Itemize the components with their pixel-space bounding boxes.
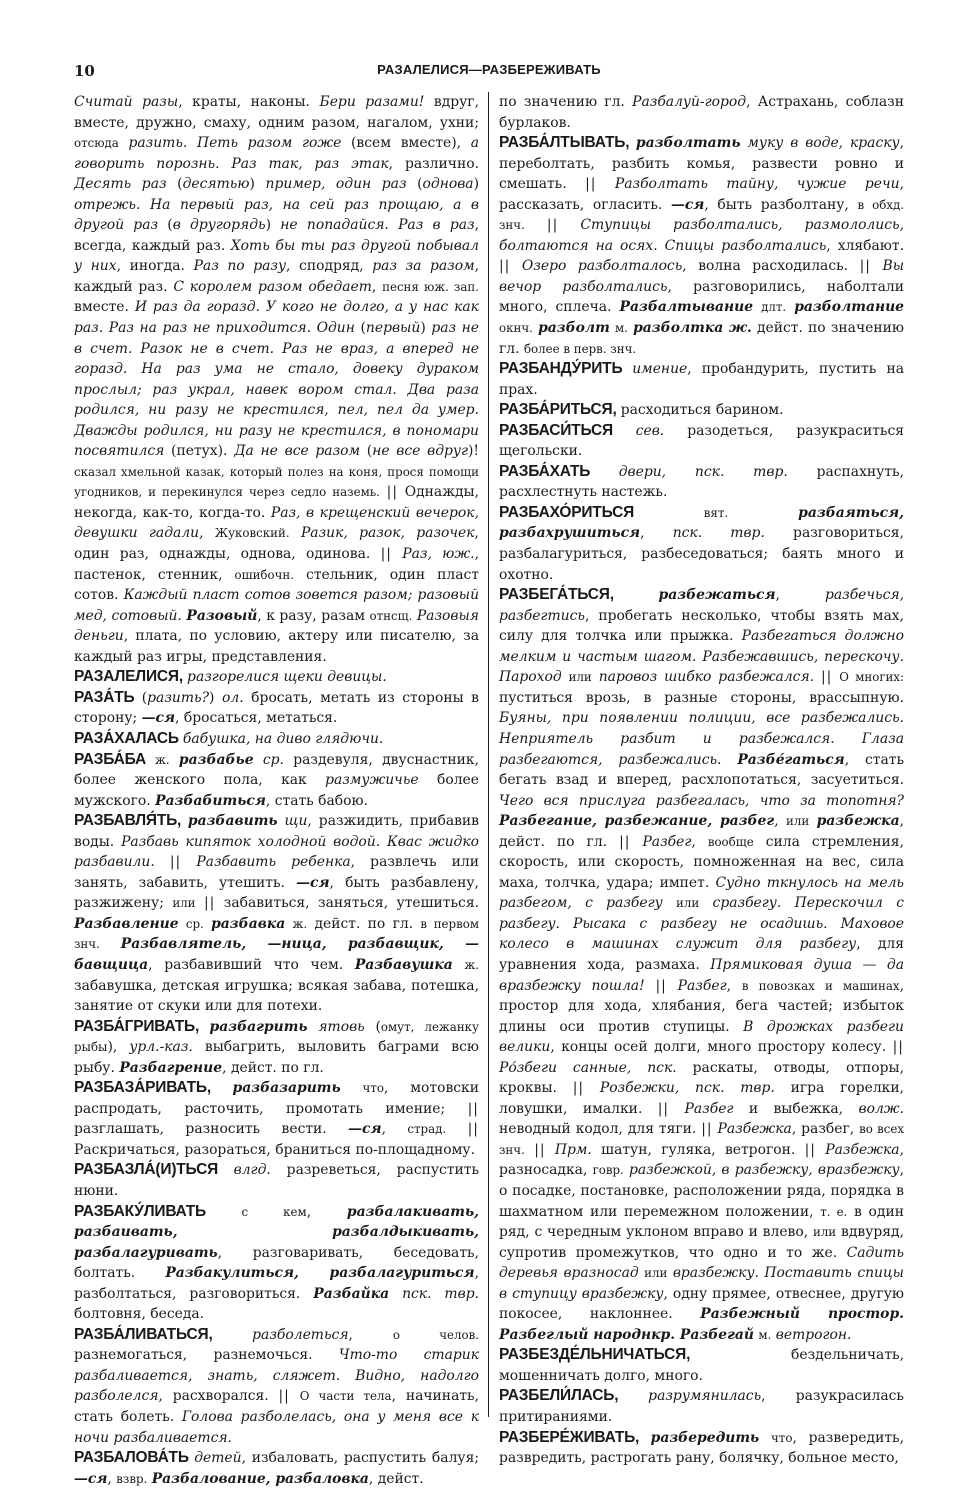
headword: РАЗБАВЛЯ́ТЬ, [74,812,182,830]
entry-body: разбагрить ятовь (омут, лежанку рыбы), урл.-каз. выбагрить, выловить баграми всю рыбу. Разбагрение, дейст. по гл. [74,1018,479,1076]
dictionary-entry [74,811,479,1016]
dictionary-entry [499,503,904,585]
headword: РАЗБЕРЕ́ЖИВАТЬ, [499,1428,640,1446]
entry-body: двери, пск. твр. распахнуть, расхлестнуть настежь. [499,463,904,501]
dictionary-entry [74,1017,479,1079]
dictionary-entry [499,1345,904,1386]
entry-body: расходиться барином. [620,402,784,419]
column-divider [488,92,489,1417]
headword: РАЗБА́ЛИВАТЬСЯ, [74,1325,213,1343]
dictionary-entry [499,585,904,1345]
entry-body: с кем, разбалакивать, разбаивать, разбалдыкивать, разбалагуривать, разговаривать, беседовать, болтать. Разбакулиться, разбалагуриться, разболтаться, разговориться. Разбайка пск. твр. болтовня, беседа. [74,1203,479,1323]
dictionary-entry [74,1160,479,1201]
page-number: 10 [74,62,95,80]
headword: РАЗАЛЕЛИСЯ, [74,668,183,686]
headword: РАЗБАСИ́ТЬСЯ [499,421,613,439]
headword: РАЗБА́ХАТЬ [499,462,591,480]
entry-body: разболтать муку в воде, краску, переболтать, разбить комья, развести ровно и смешать. || Разболтать тайну, чужие речи, рассказать, огласить. —ся, быть разболтану, в обхд. знч. || Ступицы разболтались, размололись, болтаются на осях. Спицы разболтались, хлябают. || Озеро разболталось, волна расходилась. || Вы вечор разболтались, разговорились, наболтали много, сплеча. Разбалтывание длт. разболтание окнч. разболт м. разболтка ж. дейст. по значению гл. более в перв. знч. [499,135,905,357]
dictionary-entry [499,421,904,462]
entry-body: разбавить щи, разжидить, прибавив воды. Разбавь кипяток холодной водой. Квас жидко разбавили. || Разбавить ребенка, развлечь или занять, забавить, утешить. —ся, быть разбавлену, разжижену; или || забавиться, заняться, утешиться. Разбавление ср. разбавка ж. дейст. по гл. в первом знч. Разбавлятель, —ница, разбавщик, —бавщица, разбавивший что чем. Разбавушка ж. забавушка, детская игрушка; всякая забава, потешка, занятие от скуки или для потехи. [74,813,480,1015]
headword: РАЗБАХО́РИТЬСЯ [499,503,635,521]
entry-body: разбередить что, развередить, развредить, растрогать рану, болячку, больное место, [499,1429,904,1467]
entry-continuation [499,92,904,133]
dictionary-entry [74,1202,479,1325]
entry-continuation [74,92,479,667]
dictionary-entry [499,1428,904,1469]
dictionary-entry [499,133,904,359]
headword: РАЗБА́ЛТЫВАТЬ, [499,134,630,152]
headword: РАЗБА́ГРИВАТЬ, [74,1017,200,1035]
entry-body: Считай разы, краты, наконы. Бери разами! вдруг, вместе, дружно, смаху, одним разом, нагалом, ухни; отсюда разить. Петь разом гоже (всем вместе), а говорить порознь. Раз так, раз этак, различно. Десять раз (десятью) пример, один раз (однова) отрежь. На первый раз, на сей раз прощаю, а в другой раз (в другорядь) не попадайся. Раз в раз, всегда, каждый раз. Хоть бы ты раз другой побывал у них, иногда. Раз по разу, сподряд, раз за разом, каждый раз. С королем разом обедает, песня юж. зап. вместе. И раз да горазд. У кого не долго, а у нас как раз. Раз на раз не приходится. Один (первый) раз не в счет. Разок не в счет. Раз не враз, а вперед не горазд. На раз ума не стало, довеку дураком прослыл; раз украл, навек вором стал. Два раза родился, ни разу не крестился, пел, пел да умер. Дважды родился, ни разу не крестился, в пономари посвятился (петух). Да не все разом (не все вдруг)! сказал хмельной казак, который полез на коня, прося помощи угодников, и перекинулся через седло наземь. || Однажды, некогда, как-то, когда-то. Раз, в крещенский вечерок, девушки гадали, Жуковский. Разик, разок, разочек, один раз, однажды, однова, одинова. || Раз, юж., пастенок, стенник, ошибочн. стельник, один пласт сотов. Каждый пласт сотов зовется разом; разовый мед, сотовый. Разовый, к разу, разам отнсщ. Разовыя деньги, плата, по условию, актеру или писателю, за каждый раз игры, представления. [74,94,480,665]
entry-body: (разить?) ол. бросать, метать из стороны в сторону; —ся, бросаться, метаться. [74,689,479,727]
dictionary-entry [74,1325,479,1448]
headword: РАЗА́ТЬ [74,688,135,706]
dictionary-entry [499,400,904,421]
headword: РАЗБА́РИТЬСЯ, [499,401,617,419]
entry-body: разболеться, о челов. разнемогаться, разнемочься. Что-то старик разбаливается, знать, сляжет. Видно, надолго разболелся, расхворался. || О части тела, начинать, стать болеть. Голова разболелась, она у меня все к ночи разбаливается. [74,1326,480,1446]
dictionary-entry [499,359,904,400]
headword: РАЗБЕГА́ТЬСЯ, [499,586,614,604]
entry-body: вят. разбаяться, разбахрушиться, пск. твр. разговориться, разбалагуриться, разбеседоваться; баять много и охотно. [499,504,905,583]
headword: РАЗБЕЗДЕ́ЛЬНИЧАТЬСЯ, [499,1346,691,1364]
dictionary-entry [74,667,479,688]
left-column [74,92,479,1489]
dictionary-entry [74,688,479,729]
headword: РАЗБАЗЛА́(И)ТЬСЯ [74,1161,219,1179]
headword: РАЗБАКУ́ЛИВАТЬ [74,1202,206,1220]
entry-body: детей, избаловать, распустить балуя; —ся, взвр. Разбалование, разбаловка, дейст. [74,1450,480,1487]
entry-body: по значению гл. Разбалуй-город, Астрахань, соблазн бурлаков. [499,94,905,131]
dictionary-entry [74,1448,479,1489]
page-header [74,62,904,84]
headword: РАЗБЕЛИ́ЛАСЬ, [499,1387,619,1405]
entry-body: разбазарить что, мотовски распродать, расточить, промотать имение; || разглашать, разносить вести. —ся, страд. || Раскричаться, разораться, браниться по-площадному. [74,1080,479,1158]
entry-body: бабушка, на диво глядючи. [182,730,384,747]
headword: РАЗБАЛОВА́ТЬ [74,1449,189,1467]
dictionary-entry [74,750,479,812]
dictionary-entry [499,1386,904,1427]
dictionary-entry [499,462,904,503]
entry-body: бездельничать, мошенничать долго, много. [499,1347,904,1384]
entry-body: ж. разбабье ср. раздевуля, двуснастник, более женского пола, как размужичье более мужского. Разбабиться, стать бабою. [74,751,480,809]
entry-body: сев. разодеться, разукраситься щегольски. [499,422,905,460]
entry-body: имение, пробандурить, пустить на прах. [499,361,904,398]
entry-body: разрумянилась, разукрасилась притираниями. [499,1388,904,1425]
entry-body: разбежаться, разбечься, разбегтись, пробегать несколько, чтобы взять мах, силу для толчка или прыжка. Разбегаться должно мелким и частым шагом. Разбежавшись, перескочу. Пароход или паровоз шибко разбежался. || О многих: пуститься врозь, в разные стороны, врассыпную. Буяны, при появлении полиции, все разбежались. Неприятель разбит и разбежался. Глаза разбегаются, разбежались. Разбе́гаться, стать бегать взад и вперед, расхлопотаться, засуетиться. Чего вся прислуга разбегалась, что за топотня? Разбегание, разбежание, разбег, или разбежка, дейст. по гл. || Разбег, вообще сила стремления, скорость, или скорость, помноженная на вес, сила маха, толчка, удара; импет. Судно ткнулось на мель разбегом, с разбегу или сразбегу. Перескочил с разбегу. Рысака с разбегу не осадишь. Маховое колесо в машинах служит для разбегу, для уравнения хода, размаха. Прямиковая душа — да вразбежку пошла! || Разбег, в повозках и машинах, простор для хода, хлябания, бега частей; избыток длины оси против ступицы. В дрожках разбеги велики, концы осей долги, много простору колесу. || Ро́збеги санные, пск. раскаты, отводы, отпоры, кроквы. || Розбежки, пск. твр. игра горелки, ловушки, ималки. || Разбег и выбежка, волж. неводный кодол, для тяги. || Разбежка, разбег, во всех знч. || Прм. шатун, гуляка, ветрогон. || Разбежка, разносадка, говр. разбежкой, в разбежку, вразбежку, о посадке, постановке, расположении ряда, порядка в шахматном или перемежном положении, т. е. в один ряд, с чередным уклоном вправо и влево, или вдвуряд, супротив промежутков, что одно и то же. Садить деревья вразносад или вразбежку. Поставить спицы в ступицу вразбежку, одну прямее, отвеснее, другую покосее, наклоннее. Разбежный простор. Разбеглый народнкр. Разбегай м. ветрогон. [499,587,905,1343]
running-head: РАЗАЛЕЛИСЯ—РАЗБЕРЕЖИВАТЬ [377,62,601,77]
dictionary-entry [74,1078,479,1160]
headword: РАЗБА́БА [74,750,146,768]
dictionary-entry [74,729,479,750]
right-column [499,92,904,1469]
entry-body: разгорелися щеки девицы. [187,669,387,686]
headword: РАЗБАНДУ́РИТЬ [499,360,623,378]
headword: РАЗА́ХАЛАСЬ [74,729,179,747]
entry-body: влгд. разреветься, распустить нюни. [74,1162,480,1199]
headword: РАЗБАЗА́РИВАТЬ, [74,1079,211,1097]
